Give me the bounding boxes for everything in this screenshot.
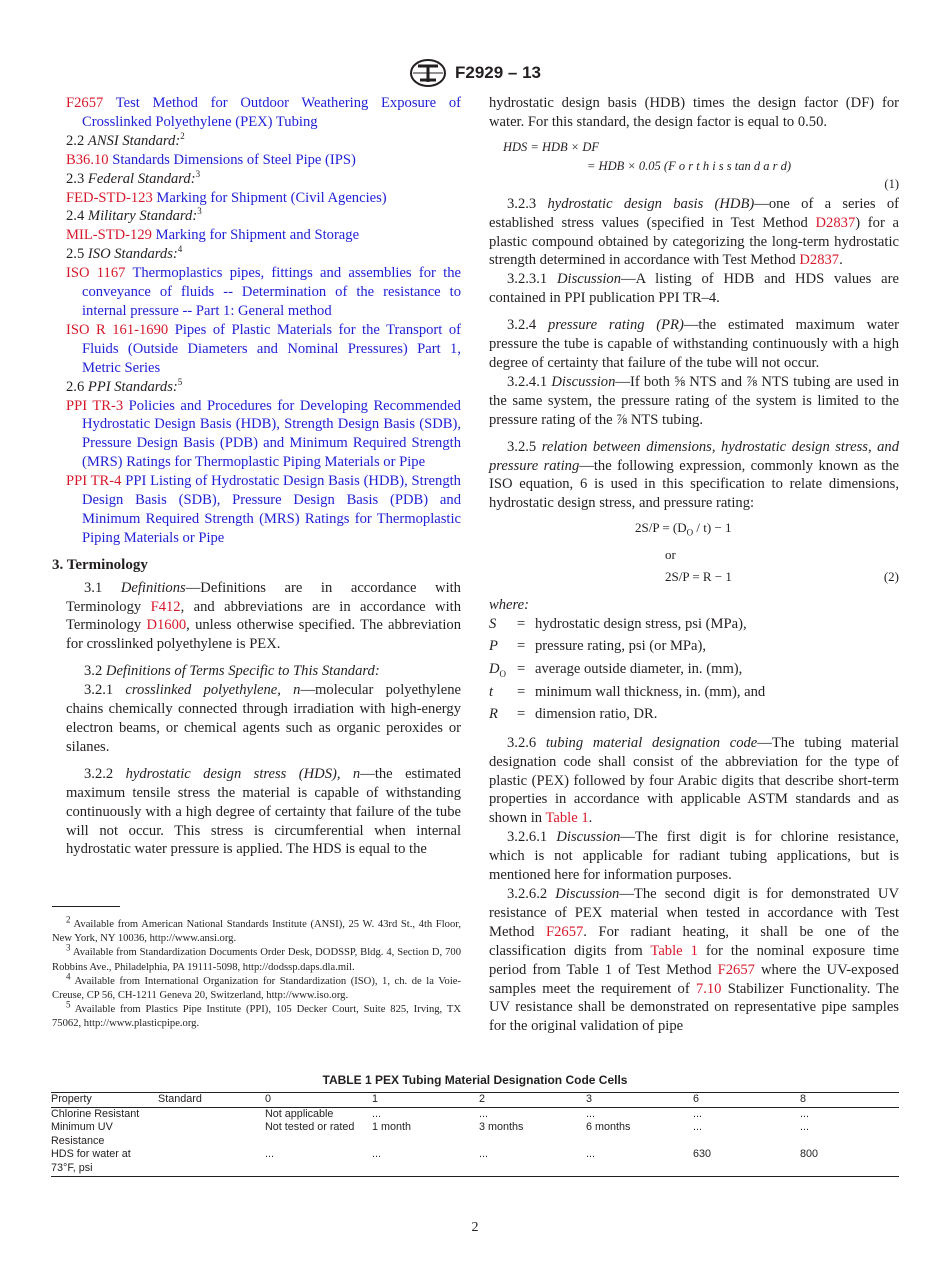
paragraph-3-2: 3.2 Definitions of Terms Specific to This Standard: <box>84 663 380 680</box>
table-header: 6 <box>693 1093 800 1108</box>
paragraph-3-2-5: 3.2.5 relation between dimensions, hydrostatic design stress, and pressure rating—the following expression, commonly known as the ISO equation, 6 is used in this specification to relate dimensions, hydrostatic design stress, and pressure rating: <box>489 438 900 512</box>
ref-entry-fed-std <box>66 189 461 208</box>
table-header: 1 <box>372 1093 479 1108</box>
paragraph-3-1: 3.1 Definitions—Definitions are in accordance with Terminology F412, and abbreviations are in accordance with Terminology D1600, unless otherwise specified. The abbreviation for crosslinked polyethylene is PEX. <box>66 579 461 653</box>
table-header: 2 <box>479 1093 586 1108</box>
paragraph-3-2-6: 3.2.6 tubing material designation code—The tubing material designation code shall consist of the abbreviation for the type of plastic (PEX) followed by four Arabic digits that describe short-term properties in accordance with applicable ASTM standards and as shown in Table 1. <box>489 734 899 827</box>
ref-title[interactable]: Marking for Shipment and Storage <box>155 227 360 244</box>
pex-code-table <box>51 1092 899 1177</box>
table-cell: ... <box>479 1107 488 1120</box>
ref-link[interactable]: D2837 <box>799 252 840 269</box>
table-cell: Chlorine Resistant <box>51 1107 140 1120</box>
ref-link[interactable]: MIL-STD-129 <box>66 227 152 244</box>
variable-definitions <box>489 615 765 728</box>
document-id: F2929 – 13 <box>454 63 541 82</box>
section-2-4: 2.4 Military Standard:$^3$ <box>66 206 202 225</box>
footnote: $^2$ Available from American National Standards Institute (ANSI), 25 W. 43rd St., 4th Floor, New York, NY 10036, http://www.ansi.org. <box>52 914 461 945</box>
ref-link[interactable]: D1600 <box>146 617 187 634</box>
ref-entry-mil-std <box>66 226 461 245</box>
section-2-2: 2.2 ANSI Standard:$^2$ <box>66 130 185 149</box>
ref-link[interactable]: PPI TR-3 <box>66 397 124 414</box>
ref-title[interactable]: Test Method for Outdoor Weathering Exposure of Crosslinked Polyethylene (PEX) Tubing <box>82 95 461 130</box>
ref-link[interactable]: F2657 <box>66 95 104 111</box>
table-cell: Minimum UV Resistance <box>51 1121 113 1147</box>
table-cell: HDS for water at 73°F, psi <box>51 1148 158 1176</box>
table-cell: ... <box>693 1121 702 1134</box>
table-cell: Not tested or rated <box>265 1121 355 1134</box>
table-cell: ... <box>372 1148 479 1176</box>
ref-title[interactable]: Policies and Procedures for Developing Recommended Hydrostatic Design Basis (HDB), Strength Design Basis (SDB), Pressure Design Basis (PDB) and Minimum Required Strength (MRS) Ratings for Thermoplastic Piping Materials or Pipe <box>82 397 461 471</box>
footnote: $^3$ Available from Standardization Documents Order Desk, DODSSP, Bldg. 4, Section D, 700 Robbins Ave., Philadelphia, PA 19111-5098, http://dodssp.daps.dla.mil. <box>52 942 461 973</box>
ref-entry-b3610 <box>66 151 461 170</box>
ref-link[interactable]: PPI TR-4 <box>66 473 122 490</box>
paragraph-3-2-1: 3.2.1 crosslinked polyethylene, n—molecular polyethylene chains chemically connected through irradiation with high-energy electron beams, or chemical agents such as organic peroxides or silanes. <box>66 682 461 755</box>
variable-row: P = pressure rating, psi (or MPa), <box>489 638 707 655</box>
paragraph-continued: hydrostatic design basis (HDB) times the design factor (DF) for water. For this standard, the design factor is equal to 0.50. <box>489 95 899 130</box>
footnotes <box>52 914 461 1032</box>
table-cell <box>158 1148 265 1176</box>
ref-entry-isor161 <box>66 321 461 378</box>
table-row <box>51 1107 899 1121</box>
table-cell: 3 months <box>479 1121 524 1134</box>
page-number: 2 <box>471 1220 479 1235</box>
paragraph-3-2-6-2: 3.2.6.2 Discussion—The second digit is for demonstrated UV resistance of PEX material when tested in accordance with Test Method F2657. For radiant heating, it shall be one of the classification digits from Table 1 for the nominal exposure time period from Table 1 of Test Method F2657 where the UV-exposed samples meet the requirement of 7.10 Stabilizer Functionality. The UV resistance shall be demonstrated on representative pipe samples for the original validation of pipe <box>489 886 900 1035</box>
table-cell: ... <box>800 1107 809 1120</box>
table-cell: ... <box>372 1107 381 1120</box>
table-cell: ... <box>479 1148 586 1176</box>
table-header: 0 <box>265 1093 372 1108</box>
footnote: $^4$ Available from International Organization for Standardization (ISO), 1, ch. de la Voie-Creuse, CP 56, CH-1211 Geneva 20, Switzerland, http://www.iso.org. <box>52 971 461 1002</box>
ref-title[interactable]: Standards Dimensions of Steel Pipe (IPS) <box>112 151 356 168</box>
section-2-5: 2.5 ISO Standards:$^4$ <box>66 244 183 263</box>
section-2-3: 2.3 Federal Standard:$^3$ <box>66 168 201 187</box>
ref-title[interactable]: PPI Listing of Hydrostatic Design Basis (HDB), Strength Design Basis (SDB), Pressure Design Basis (PDB) and Minimum Required Strength (MRS) Ratings for Thermoplastic Piping Materials or Pipe <box>82 473 461 546</box>
page-header <box>0 58 950 88</box>
paragraph-3-2-3-1: 3.2.3.1 Discussion—A listing of HDB and HDS values are contained in PPI publication PPI TR–4. <box>489 271 899 307</box>
table-cell <box>158 1107 265 1121</box>
paragraph-3-2-4: 3.2.4 pressure rating (PR)—the estimated maximum water pressure the tube is capable of withstanding continuously with a high degree of certainty that failure of the tube will not occur. <box>489 317 899 371</box>
ref-link[interactable]: ISO 1167 <box>66 265 126 282</box>
astm-logo-icon <box>409 58 447 88</box>
right-column <box>489 94 899 1036</box>
section-2-6: 2.6 PPI Standards:$^5$ <box>66 376 183 395</box>
ref-link[interactable]: D2837 <box>815 214 856 231</box>
ref-title[interactable]: Pipes of Plastic Materials for the Transport of Fluids (Outside Diameters and Nominal Pressures) Part 1, Metric Series <box>82 321 462 376</box>
ref-link[interactable]: ISO R 161-1690 <box>66 321 169 338</box>
ref-entry-f2657 <box>66 94 461 132</box>
table-header-row <box>51 1093 899 1108</box>
ref-link[interactable]: F2657 <box>545 923 584 940</box>
ref-entry-ppi-tr4 <box>66 472 461 548</box>
ref-link[interactable]: B36.10 <box>66 151 109 168</box>
ref-title[interactable]: Marking for Shipment (Civil Agencies) <box>156 189 387 206</box>
ref-link[interactable]: Table 1 <box>545 810 589 827</box>
paragraph-3-2-2: 3.2.2 hydrostatic design stress (HDS), n—the estimated maximum tensile stress the material is capable of withstanding continuously with a high degree of certainty that failure of the tube will not occur. This stress is circumferential when internal hydrostatic water pressure is applied. The HDS is equal to the <box>66 765 461 858</box>
table-cell: 800 <box>800 1148 899 1176</box>
table-cell: ... <box>693 1107 702 1120</box>
table-row <box>51 1121 899 1148</box>
table-header: Standard <box>158 1093 265 1108</box>
footnote: $^5$ Available from Plastics Pipe Institute (PPI), 105 Decker Court, Suite 825, Irving, TX 75062, http://www.plasticpipe.org. <box>52 999 461 1030</box>
footnote-rule <box>52 906 120 907</box>
ref-link[interactable]: 7.10 <box>695 980 722 997</box>
paragraph-3-2-6-1: 3.2.6.1 Discussion—The first digit is for chlorine resistance, which is not applicable for radiant tubing applications, but is mentioned here for information purposes. <box>489 829 899 884</box>
table-header: 3 <box>586 1093 693 1108</box>
table-cell: Not applicable <box>265 1107 334 1120</box>
table-header: 8 <box>800 1093 899 1108</box>
ref-link[interactable]: F2657 <box>717 961 755 978</box>
equation-2: $2S/P = (D_O / t) - 1$ or 2S/P = R − 1 (2) <box>635 520 899 584</box>
ref-entry-ppi-tr3 <box>66 397 461 473</box>
table-title: TABLE 1 PEX Tubing Material Designation Code Cells <box>322 1073 628 1087</box>
equation-1: HDS = HDB × DF = HDB × 0.05 (F o r t h i s s tan d a r d) (1) <box>503 139 899 191</box>
table-cell <box>158 1121 265 1148</box>
ref-entry-iso1167 <box>66 264 461 321</box>
table-row <box>51 1148 899 1176</box>
ref-title[interactable]: Thermoplastics pipes, fittings and assemblies for the conveyance of fluids -- Determination of the resistance to internal pressure -- Part 1: General method <box>82 265 462 319</box>
paragraph-3-2-4-1: 3.2.4.1 Discussion—If both ⅝ NTS and ⅞ NTS tubing are used in the same system, the pressure rating of the system is limited to the pressure rating of the ⅞ NTS tubing. <box>489 373 899 428</box>
table-cell: 630 <box>693 1148 800 1176</box>
table-cell: 1 month <box>372 1121 412 1134</box>
table-cell: ... <box>586 1107 595 1120</box>
table-cell: ... <box>586 1148 693 1176</box>
table-cell: ... <box>800 1121 809 1134</box>
table-cell: 6 months <box>586 1121 631 1134</box>
paragraph-3-2-3: 3.2.3 hydrostatic design basis (HDB)—one of a series of established stress values (specified in Test Method D2837) for a plastic compound obtained by categorizing the long-term hydrostatic strength determined in accordance with Test Method D2837. <box>489 195 900 269</box>
left-column <box>52 94 462 859</box>
variable-row: R = dimension ratio, DR. <box>489 706 658 723</box>
table-cell: ... <box>265 1148 372 1176</box>
section-heading: 3. Terminology <box>52 556 148 573</box>
ref-link[interactable]: FED-STD-123 <box>66 189 153 206</box>
where-label: where: <box>489 596 529 613</box>
table-header: Property <box>51 1093 158 1108</box>
variable-row: S = hydrostatic design stress, psi (MPa), <box>489 615 747 632</box>
ref-link[interactable]: Table 1 <box>650 942 698 959</box>
ref-link[interactable]: F412 <box>150 598 181 615</box>
variable-row: $D_O$ = average outside diameter, in. (mm), <box>489 660 743 679</box>
variable-row: t = minimum wall thickness, in. (mm), and <box>489 683 766 700</box>
